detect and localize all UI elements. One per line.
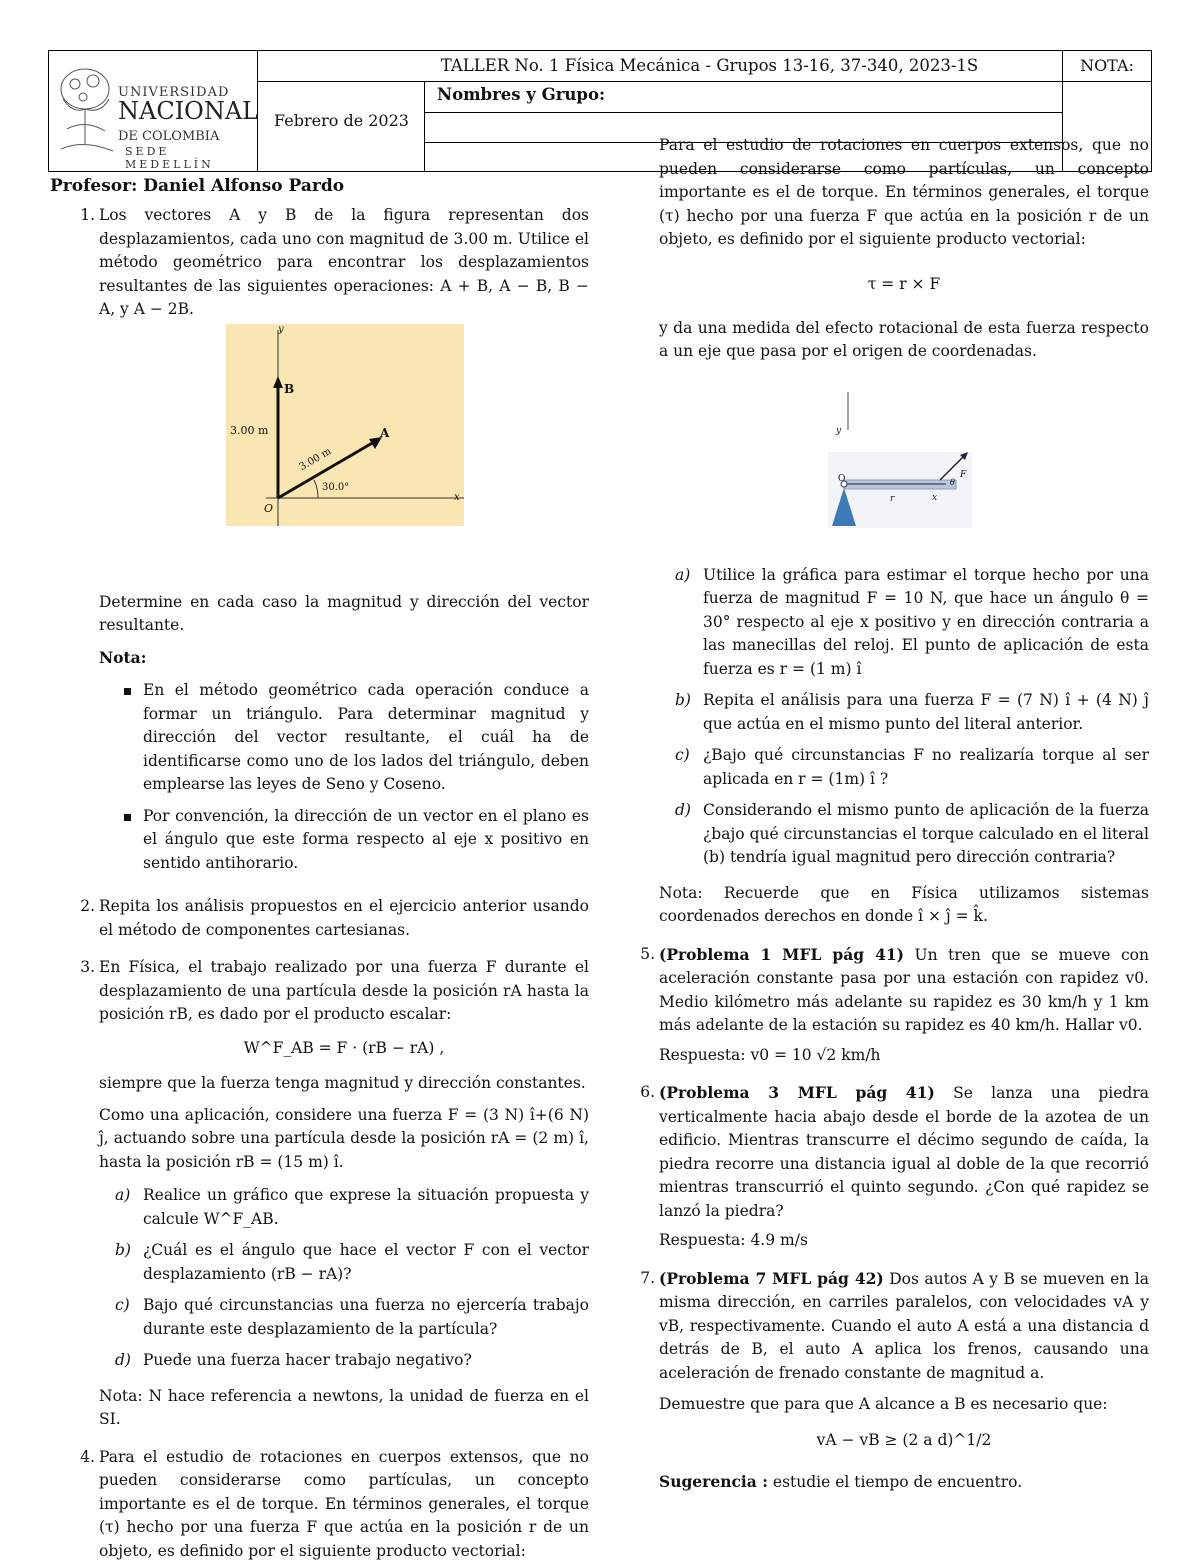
- sub-label: a): [115, 1186, 131, 1204]
- problem-text: Para el estudio de rotaciones en cuerpos extensos, que no pueden considerarse como partículas, un concepto importante es el de torque. En términos generales, el torque (τ) hecho por una fuerza F que actúa en la posición r de un objeto, es definido por el siguiente producto vectorial:: [99, 1447, 589, 1560]
- problem-number: 7.: [640, 1268, 655, 1287]
- problem-7: [640, 1267, 1149, 1453]
- problem-6: [640, 1081, 1150, 1253]
- problem-source: (Problema 1 MFL pág 41): [659, 944, 904, 964]
- worksheet-title: TALLER No. 1 Física Mecánica - Grupos 13-16, 37-340, 2023-1S: [440, 56, 979, 75]
- problem-4-after: y da una medida del efecto rotacional de esta fuerza respecto a un eje que pasa por el origen de coordenadas.: [659, 318, 1149, 360]
- sub-text: Considerando el mismo punto de aplicación de la fuerza ¿bajo qué circunstancias el torque calculado en el literal (b) tendría igual magnitud pero dirección contraria?: [703, 801, 1149, 866]
- problem-1-after: Determine en cada caso la magnitud y dirección del vector resultante.: [99, 592, 589, 634]
- sub-text: ¿Cuál es el ángulo que hace el vector F con el vector desplazamiento (rB − rA)?: [143, 1241, 589, 1283]
- sub-label: c): [675, 746, 690, 764]
- sub-label: b): [675, 691, 691, 709]
- note-bullet: En el método geométrico cada operación conduce a formar un triángulo. Para determinar magnitud y dirección del vector resultante, el cuál ha de identificarse como uno de los lados del triángulo, deben emplearse las leyes de Seno y Coseno.: [115, 679, 589, 797]
- logo-text-1: UNIVERSIDAD: [118, 85, 230, 100]
- sub-text: Repita el análisis para una fuerza F = (7 N) î + (4 N) ĵ que actúa en el mismo punto del literal anterior.: [703, 691, 1149, 733]
- force-label: F: [960, 470, 967, 480]
- problem-3-after: siempre que la fuerza tenga magnitud y dirección constantes.: [99, 1074, 586, 1092]
- inequality: vA − vB ≥ (2 a d)^1/2: [816, 1430, 992, 1449]
- problem-text: En Física, el trabajo realizado por una fuerza F durante el desplazamiento de una partícula desde la posición rA hasta la posición rB, es dado por el producto escalar:: [99, 958, 589, 1023]
- vector-b-label: B: [284, 382, 295, 396]
- torque-figure: [828, 390, 972, 528]
- work-equation: W^F_AB = F · (rB − rA) ,: [243, 1038, 445, 1057]
- hint-label: Sugerencia :: [659, 1472, 768, 1491]
- vector-figure: [226, 324, 464, 526]
- problem-text: Un tren que se mueve con aceleración constante pasa por una estación con rapidez v0. Medio kilómetro más adelante su rapidez es 30 km/h y 1 km más adelante de la estación su rapidez es 40 km/h. Hallar v0.: [659, 945, 1149, 1034]
- problem-number: 5.: [640, 944, 655, 963]
- problem-text: Repita los análisis propuestos en el ejercicio anterior usando el método de componentes cartesianas.: [99, 897, 589, 939]
- axis-x-label: x: [454, 492, 460, 503]
- vector-a-label: A: [380, 426, 390, 440]
- problem-number: 2.: [80, 897, 95, 915]
- problem-text: Para el estudio de rotaciones en cuerpos extensos, que no pueden considerarse como partículas, un concepto importante es el de torque. En términos generales, el torque (τ) hecho por una fuerza F que actúa en la posición r de un objeto, es definido por el siguiente producto vectorial:: [659, 136, 1149, 248]
- problem-number: 1.: [80, 206, 95, 224]
- sub-text: Realice un gráfico que exprese la situación propuesta y calcule W^F_AB.: [143, 1186, 589, 1228]
- problem-3: [80, 956, 589, 1027]
- problem-number: 3.: [80, 958, 95, 976]
- answer: Respuesta: 4.9 m/s: [659, 1231, 808, 1249]
- origin-label: O: [264, 502, 274, 515]
- problem-4: [80, 1446, 589, 1560]
- date: Febrero de 2023: [274, 111, 409, 130]
- problem-3-note: Nota: N hace referencia a newtons, la unidad de fuerza en el SI.: [99, 1386, 589, 1428]
- vector-b-length: 3.00 m: [230, 424, 269, 437]
- logo-text-3: DE COLOMBIA: [118, 129, 220, 144]
- problem-text: Los vectores A y B de la figura representan dos desplazamientos, cada uno con magnitud de 3.00 m. Utilice el método geométrico para encontrar los desplazamientos resultantes de las siguientes operaciones: A + B, A − B, B − A, y A − 2B.: [99, 206, 589, 318]
- problem-number: 4.: [80, 1447, 95, 1466]
- sub-label: d): [115, 1351, 131, 1369]
- note-title: Nota:: [99, 647, 147, 667]
- axis-y-label: y: [278, 324, 284, 335]
- hint-text: estudie el tiempo de encuentro.: [772, 1473, 1023, 1491]
- problem-source: (Problema 7 MFL pág 42): [659, 1268, 884, 1288]
- sub-text: ¿Bajo qué circunstancias F no realizaría torque al ser aplicada en r = (1m) î ?: [703, 746, 1149, 788]
- problem-3-application: Como una aplicación, considere una fuerza F = (3 N) î+(6 N) ĵ, actuando sobre una partícula desde la posición rA = (2 m) î, hasta la posición rB = (15 m) î.: [99, 1105, 589, 1171]
- vector-a-length: 3.00 m: [297, 446, 334, 473]
- problem-5: [640, 943, 1149, 1068]
- sub-label: a): [675, 565, 691, 584]
- problem-text: Se lanza una piedra verticalmente hacia abajo desde el borde de la azotea de un edificio. Mientras transcurre el décimo segundo de caída, la piedra recorre una distancia igual al doble de la que recorrió mientras transcurrió el quinto segundo. ¿Con qué rapidez se lanzó la piedra?: [659, 1084, 1150, 1220]
- names-label: Nombres y Grupo:: [437, 85, 606, 104]
- sub-label: c): [115, 1296, 130, 1314]
- axis-x-label: x: [932, 493, 938, 503]
- professor: Profesor: Daniel Alfonso Pardo: [50, 176, 345, 196]
- problem-text: Dos autos A y B se mueven en la misma dirección, en carriles paralelos, con velocidades vA y vB, respectivamente. Cuando el auto A está a una distancia d detrás de B, el auto A aplica los frenos, causando una aceleración de frenado constante de magnitud a.: [659, 1269, 1149, 1382]
- torque-equation: τ = r × F: [867, 275, 941, 293]
- sub-text: Puede una fuerza hacer trabajo negativo?: [143, 1351, 472, 1369]
- logo-text-2: NACIONAL: [118, 97, 259, 125]
- note-bullet: Por convención, la dirección de un vector en el plano es el ángulo que este forma respecto al eje x positivo en sentido antihorario.: [115, 805, 589, 876]
- problem-2: [80, 895, 589, 942]
- position-label: r: [890, 494, 895, 504]
- origin-label: O: [838, 474, 846, 484]
- sub-label: d): [675, 801, 691, 819]
- sub-text: Bajo qué circunstancias una fuerza no ejercería trabajo durante este desplazamiento de la partícula?: [143, 1296, 589, 1338]
- grade-label: NOTA:: [1080, 56, 1134, 75]
- problem-1: [80, 204, 589, 322]
- problem-source: (Problema 3 MFL pág 41): [659, 1083, 935, 1102]
- theta-label: θ: [950, 478, 955, 487]
- problem-4-note: Nota: Recuerde que en Física utilizamos sistemas coordenados derechos en donde î × ĵ = k̂.: [659, 883, 1149, 925]
- problem-number: 6.: [640, 1083, 655, 1101]
- university-logo: [53, 59, 258, 169]
- sub-label: b): [115, 1241, 131, 1259]
- sub-text: Utilice la gráfica para estimar el torque hecho por una fuerza de magnitud F = 10 N, que hace un ángulo θ = 30° respecto al eje x positivo y en dirección contraria a las manecillas del reloj. El punto de aplicación de esta fuerza es r = (1 m) î: [703, 565, 1149, 678]
- logo-text-4: SEDE MEDELLÍN: [125, 145, 214, 171]
- problem-7-after: Demuestre que para que A alcance a B es necesario que:: [659, 1395, 1108, 1413]
- axis-y-label: y: [836, 426, 842, 436]
- problem-4-continued: [659, 136, 1149, 251]
- answer: Respuesta: v0 = 10 √2 km/h: [659, 1045, 881, 1064]
- angle-label: 30.0°: [322, 482, 350, 493]
